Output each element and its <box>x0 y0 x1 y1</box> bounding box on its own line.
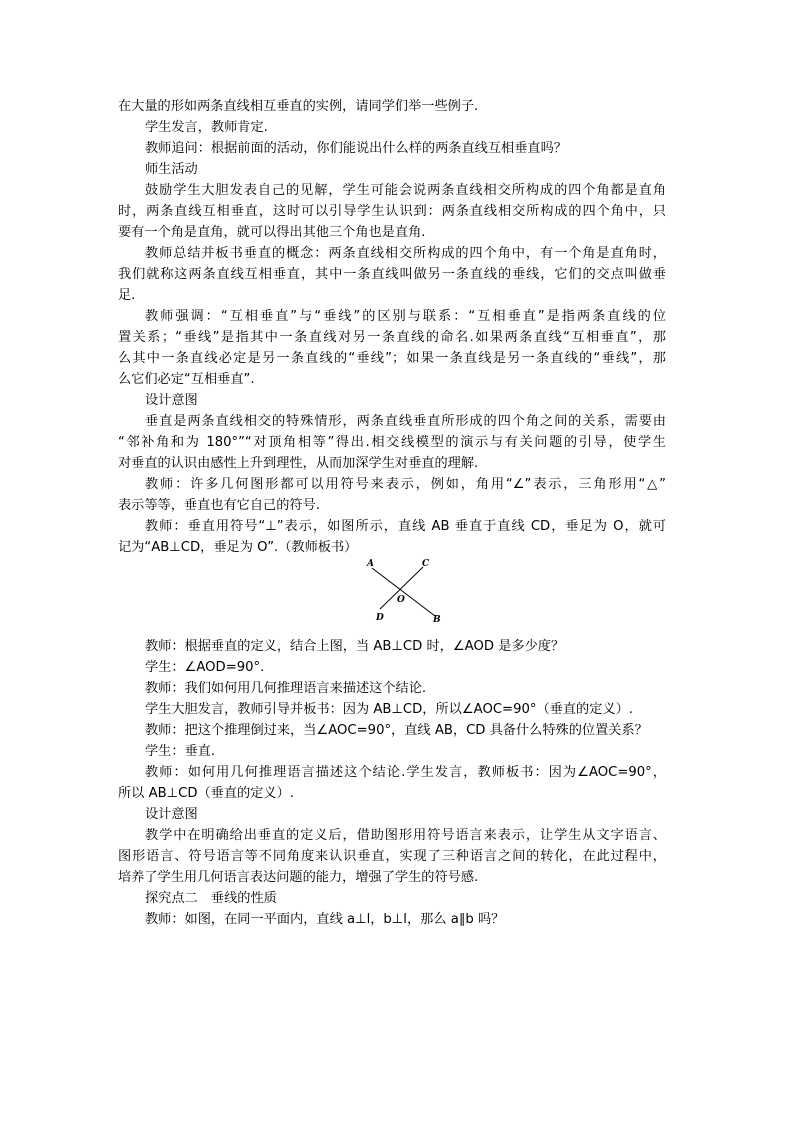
text-line: 记为“AB⊥CD，垂足为 O”.（教师板书） <box>118 540 358 555</box>
text-line: 我们就称这两条直线互相垂直，其中一条直线叫做另一条直线的垂线，它们的交点叫做垂 <box>118 267 666 282</box>
section-heading: 设计意图 <box>145 807 198 822</box>
text-line: 学生：垂直. <box>145 744 216 759</box>
text-line: 教师总结并板书垂直的概念：两条直线相交所构成的四个角中，有一个角是直角时， <box>145 246 666 261</box>
section-heading: 探究点二 垂线的性质 <box>145 891 277 906</box>
text-line: 么它们必定“互相垂直”. <box>118 372 255 387</box>
text-line: 在大量的形如两条直线相互垂直的实例，请同学们举一些例子. <box>118 99 479 114</box>
figure-label-b: B <box>433 615 441 625</box>
text-line: 教师：根据垂直的定义，结合上图，当 AB⊥CD 时，∠AOD 是多少度？ <box>145 639 565 654</box>
perpendicular-lines-figure <box>360 556 450 626</box>
text-line: 教师追问：根据前面的活动，你们能说出什么样的两条直线互相垂直吗？ <box>145 141 567 156</box>
section-heading: 设计意图 <box>145 393 198 408</box>
text-line: 教师：我们如何用几何推理语言来描述这个结论. <box>145 681 427 696</box>
text-line: 培养了学生用几何语言表达问题的能力，增强了学生的符号感. <box>118 870 479 885</box>
figure-label-o: O <box>397 595 405 605</box>
text-line: “邻补角和为 180°”“对顶角相等”得出.相交线模型的演示与有关问题的引导，使学生 <box>118 435 666 450</box>
text-line: 教师强调：“互相垂直”与“垂线”的区别与联系：“互相垂直”是指两条直线的位 <box>145 309 666 324</box>
text-line: 鼓励学生大胆发表自己的见解，学生可能会说两条直线相交所构成的四个角都是直角 <box>145 183 666 198</box>
text-line: 教师：把这个推理倒过来，当∠AOC=90°，直线 AB，CD 具备什么特殊的位置关系？ <box>145 723 648 738</box>
text-line: 学生大胆发言，教师引导并板书：因为 AB⊥CD，所以∠AOC=90°（垂直的定义）. <box>145 702 633 717</box>
text-line: 要有一个角是直角，就可以得出其他三个角也是直角. <box>118 225 426 240</box>
text-line: 学生发言，教师肯定. <box>145 120 268 135</box>
figure-label-c: C <box>422 559 430 569</box>
text-line: 教师：如图，在同一平面内，直线 a⊥l，b⊥l，那么 a∥b 吗？ <box>145 912 505 927</box>
text-line: 所以 AB⊥CD（垂直的定义）. <box>118 786 294 801</box>
figure-label-a: A <box>367 559 374 569</box>
text-line: 学生：∠AOD=90°. <box>145 660 265 675</box>
text-line: 足. <box>118 288 136 303</box>
text-line: 对垂直的认识由感性上升到理性，从而加深学生对垂直的理解. <box>118 456 479 471</box>
text-line: 时，两条直线互相垂直，这时可以引导学生认识到：两条直线相交所构成的四个角中，只 <box>118 204 666 219</box>
text-line: 教师：如何用几何推理语言描述这个结论.学生发言，教师板书：因为∠AOC=90°， <box>145 765 666 780</box>
text-line: 图形语言、符号语言等不同角度来认识垂直，实现了三种语言之间的转化，在此过程中， <box>118 849 666 864</box>
text-line: 么其中一条直线必定是另一条直线的“垂线”；如果一条直线是另一条直线的“垂线”，那 <box>118 351 666 366</box>
line-ab <box>372 568 435 616</box>
text-line: 表示等等，垂直也有它自己的符号. <box>118 498 321 513</box>
text-line: 教师：垂直用符号“⊥”表示，如图所示，直线 AB 垂直于直线 CD，垂足为 O，就可 <box>145 519 666 534</box>
section-heading: 师生活动 <box>145 162 198 177</box>
figure-label-d: D <box>376 613 384 623</box>
text-line: 教师：许多几何图形都可以用符号来表示，例如，角用“∠”表示，三角形用“△” <box>145 477 666 492</box>
text-line: 教学中在明确给出垂直的定义后，借助图形用符号语言来表示，让学生从文字语言、 <box>145 828 666 843</box>
text-line: 垂直是两条直线相交的特殊情形，两条直线垂直所形成的四个角之间的关系，需要由 <box>145 414 666 429</box>
text-line: 置关系；“垂线”是指其中一条直线对另一条直线的命名.如果两条直线“互相垂直”，那 <box>118 330 666 345</box>
